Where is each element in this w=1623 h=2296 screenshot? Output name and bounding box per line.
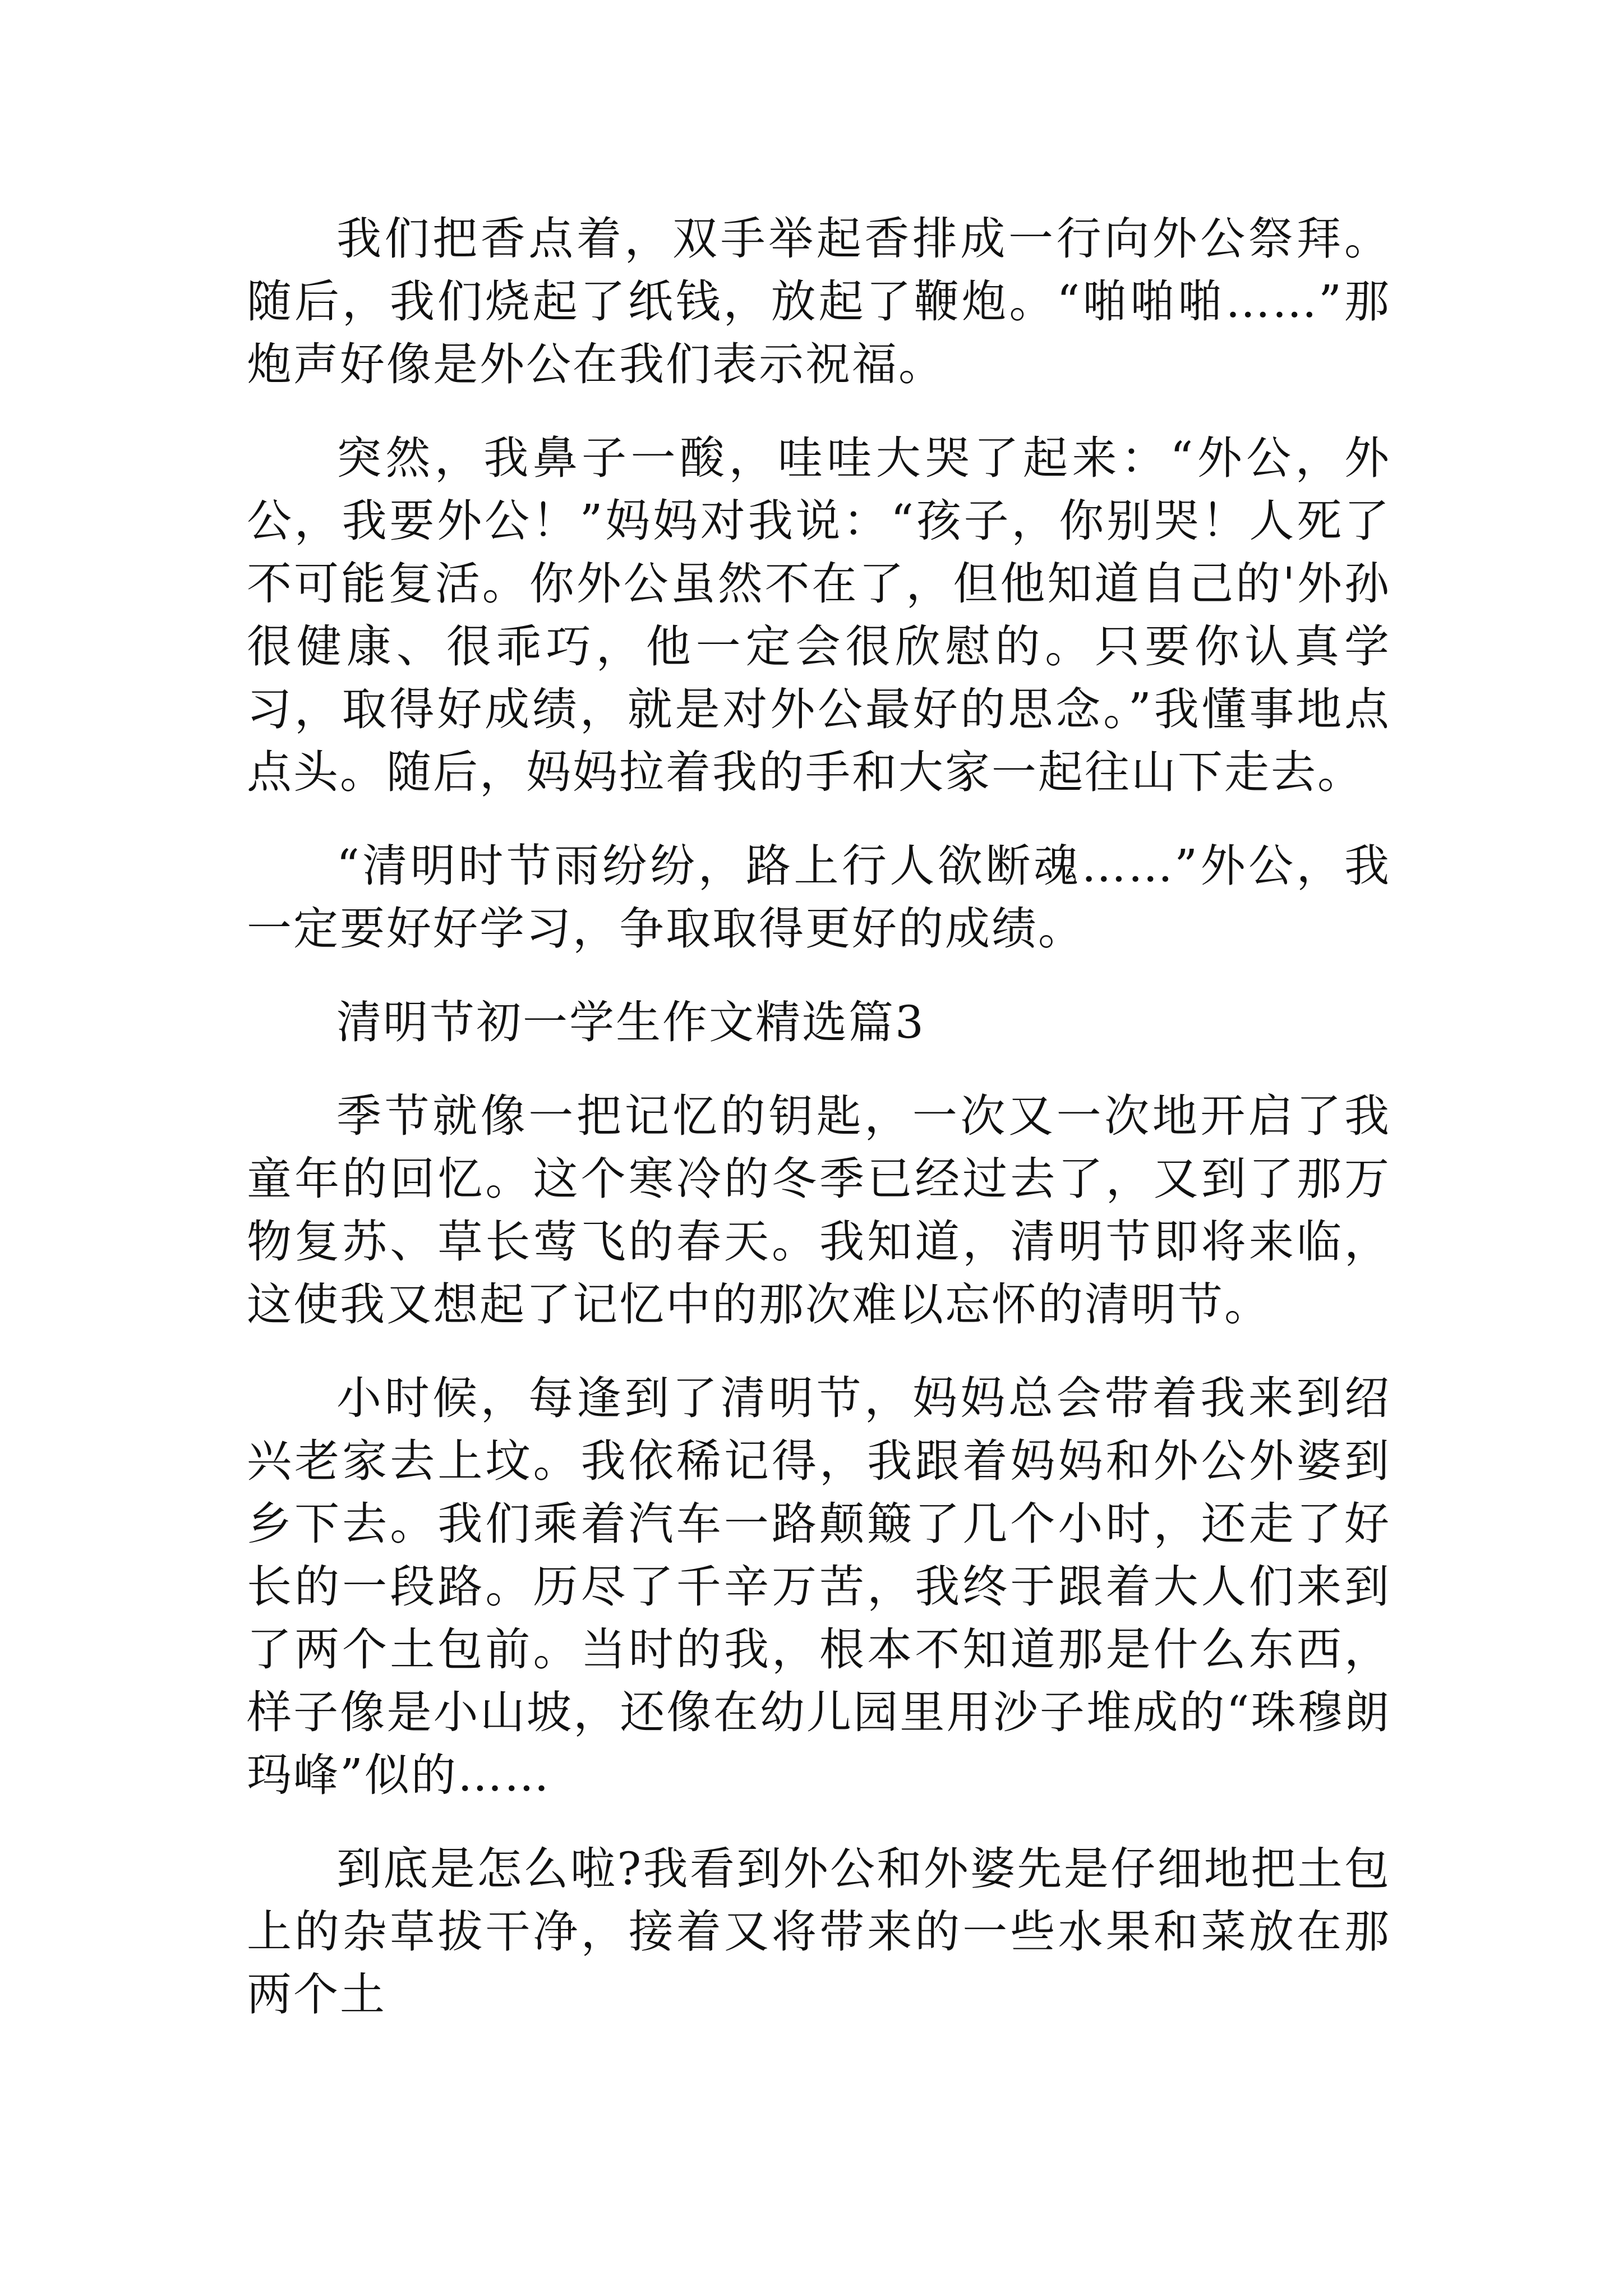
paragraph-5: 小时候，每逢到了清明节，妈妈总会带着我来到绍兴老家去上坟。我依稀记得，我跟着妈妈和外公外婆到乡下去。我们乘着汽车一路颠簸了几个小时，还走了好长的一段路。历尽了千辛万苦，我终于跟着大人们来到了两个土包前。当时的我，根本不知道那是什么东西，样子像是小山坡，还像在幼儿园里用沙子堆成的“珠穆朗玛峰”似的…… — [247, 1372, 1391, 1801]
paragraph-1: 我们把香点着，双手举起香排成一行向外公祭拜。随后，我们烧起了纸钱，放起了鞭炮。“啪啪啪……”那炮声好像是外公在我们表示祝福。 — [247, 213, 1391, 390]
paragraph-6: 到底是怎么啦?我看到外公和外婆先是仔细地把土包上的杂草拔干净，接着又将带来的一些水果和菜放在那两个土 — [247, 1843, 1391, 2021]
paragraph-2: 突然，我鼻子一酸，哇哇大哭了起来：“外公，外公，我要外公！”妈妈对我说：“孩子，你别哭！人死了不可能复活。你外公虽然不在了，但他知道自己的'外孙很健康、很乖巧，他一定会很欣慰的。只要你认真学习，取得好成绩，就是对外公最好的思念。”我懂事地点点头。随后，妈妈拉着我的手和大家一起往山下走去。 — [247, 432, 1391, 798]
document-body — [247, 208, 1391, 2057]
paragraph-4: 季节就像一把记忆的钥匙，一次又一次地开启了我童年的回忆。这个寒冷的冬季已经过去了，又到了那万物复苏、草长莺飞的春天。我知道，清明节即将来临，这使我又想起了记忆中的那次难以忘怀的清明节。 — [247, 1090, 1391, 1331]
paragraph-3: “清明时节雨纷纷，路上行人欲断魂……”外公，我一定要好好学习，争取取得更好的成绩。 — [247, 840, 1391, 955]
section-heading: 清明节初一学生作文精选篇3 — [336, 996, 925, 1048]
